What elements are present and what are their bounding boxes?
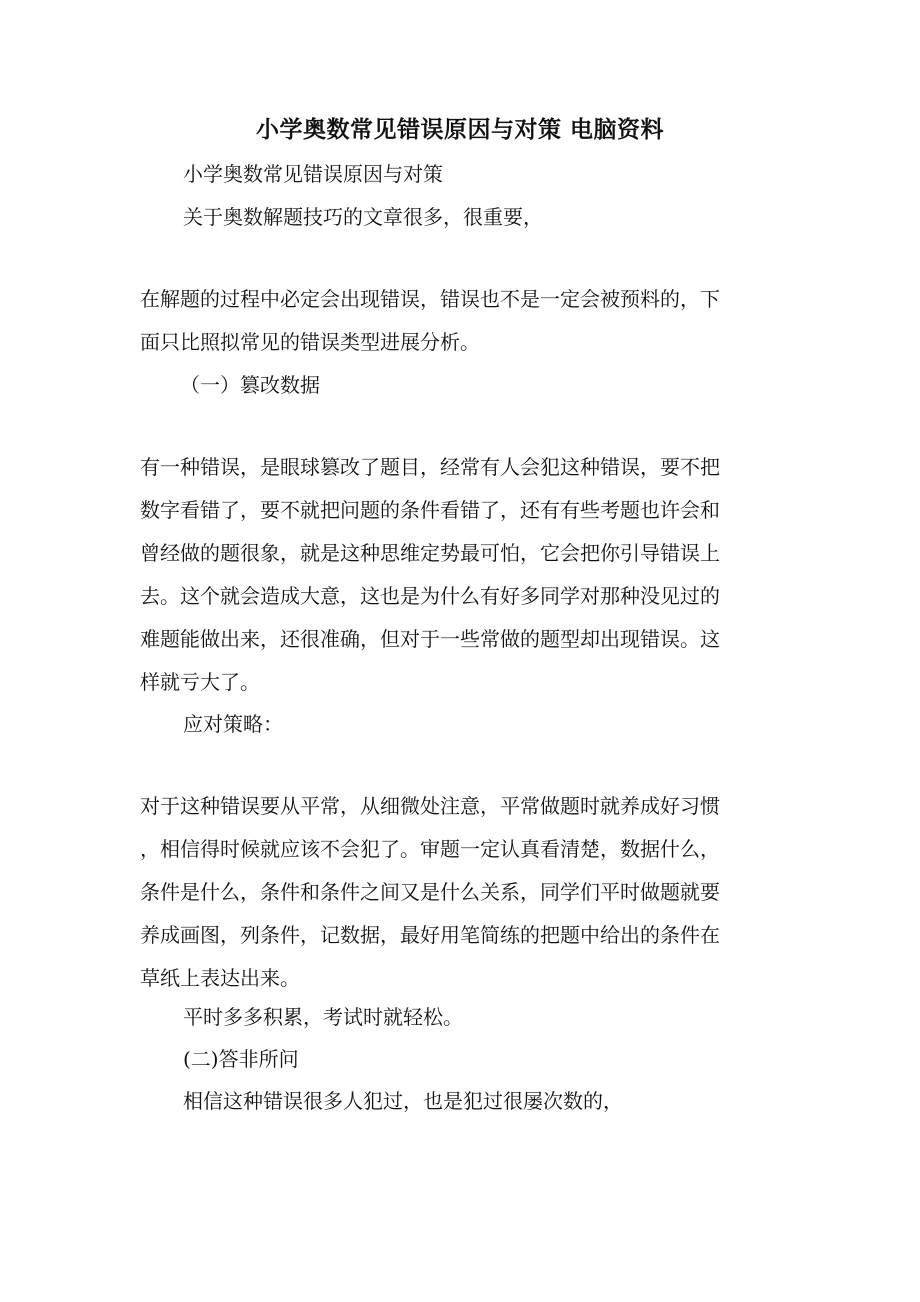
paragraph-line: 对于这种错误要从平常，从细微处注意，平常做题时就养成好习惯 <box>140 794 720 818</box>
paragraph-line: 去。这个就会造成大意，这也是为什么有好多同学对那种没见过的 <box>140 584 720 608</box>
document-subtitle: 小学奥数常见错误原因与对策 <box>183 162 443 186</box>
paragraph-line: 在解题的过程中必定会出现错误，错误也不是一定会被预料的，下 <box>140 287 720 311</box>
paragraph-line: ，相信得时候就应该不会犯了。审题一定认真看清楚，数据什么， <box>140 837 720 861</box>
paragraph-line: 条件是什么，条件和条件之间又是什么关系，同学们平时做题就要 <box>140 880 720 904</box>
paragraph-line: 曾经做的题很象，就是这种思维定势最可怕，它会把你引导错误上 <box>140 541 720 565</box>
section-heading-1: （一）篡改数据 <box>180 373 320 397</box>
section-heading-2: (二)答非所问 <box>183 1047 299 1071</box>
document-title: 小学奥数常见错误原因与对策 电脑资料 <box>255 116 664 143</box>
paragraph-line: 草纸上表达出来。 <box>140 966 300 990</box>
paragraph-line: 相信这种错误很多人犯过，也是犯过很屡次数的， <box>183 1089 623 1113</box>
paragraph-line: 有一种错误，是眼球篡改了题目，经常有人会犯这种错误，要不把 <box>140 455 720 479</box>
paragraph-line: 面只比照拟常见的错误类型进展分析。 <box>140 330 480 354</box>
paragraph-line: 样就亏大了。 <box>140 670 260 694</box>
strategy-label: 应对策略： <box>183 712 283 736</box>
summary-paragraph: 平时多多积累，考试时就轻松。 <box>183 1005 463 1029</box>
paragraph-line: 数字看错了，要不就把问题的条件看错了，还有有些考题也许会和 <box>140 498 720 522</box>
paragraph-line: 难题能做出来，还很准确，但对于一些常做的题型却出现错误。这 <box>140 627 720 651</box>
paragraph-line: 养成画图，列条件，记数据，最好用笔简练的把题中给出的条件在 <box>140 923 720 947</box>
intro-paragraph: 关于奥数解题技巧的文章很多，很重要， <box>183 205 543 229</box>
